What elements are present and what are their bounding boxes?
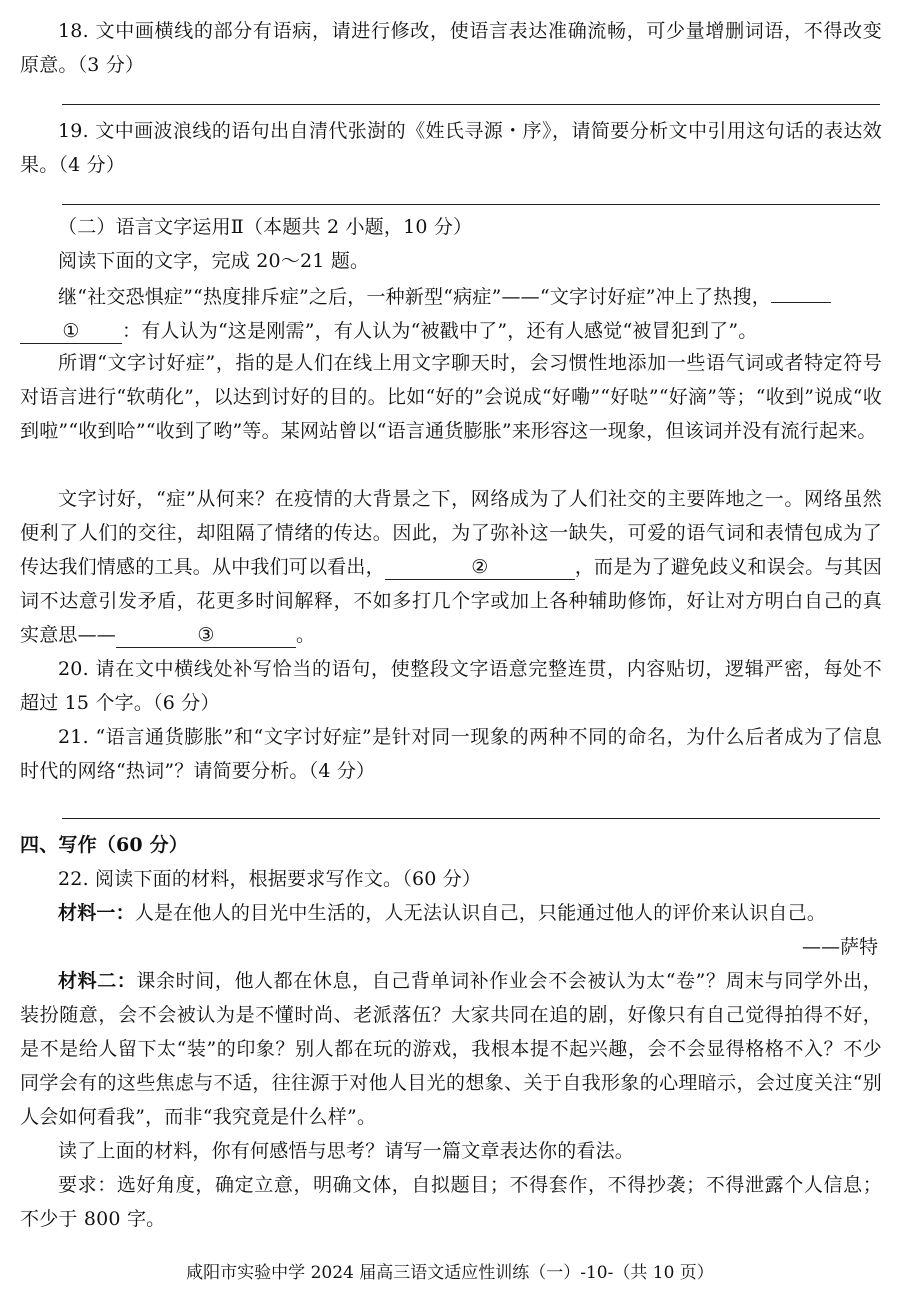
question-19: 19. 文中画波浪线的语句出自清代张澍的《姓氏寻源・序》，请简要分析文中引用这句话的表达效果。（4 分）	[20, 120, 882, 176]
blank-line	[771, 278, 831, 303]
page-footer: 咸阳市实验中学 2024 届高三语文适应性训练（一）-10-（共 10 页）	[186, 1263, 714, 1283]
blank-2: ②	[385, 555, 575, 580]
writing-prompt: 读了上面的材料，你有何感悟与思考？请写一篇文章表达你的看法。	[58, 1140, 635, 1162]
passage-paragraph-2: 所谓“文字讨好症”，指的是人们在线上用文字聊天时，会习惯性地添加一些语气词或者特定符号对语言进行“软萌化”，以达到讨好的目的。比如“好的”会说成“好嘞”“好哒”“好滴”等；“收到”说成“收到啦”“收到哈”“收到了哟”等。某网站曾以“语言通货膨胀”来形容这一现象，但该词并没有流行起来。	[20, 352, 882, 442]
passage-paragraph-1	[20, 278, 882, 348]
section-4-title: 四、写作（60 分）	[20, 834, 189, 856]
material-2	[20, 964, 882, 1134]
answer-line-21	[62, 818, 880, 819]
section-2-title: （二）语言文字运用Ⅱ（本题共 2 小题，10 分）	[58, 216, 473, 238]
question-18: 18. 文中画横线的部分有语病，请进行修改，使语言表达准确流畅，可少量增删词语，不得改变原意。（3 分）	[20, 20, 882, 76]
material-2-label: 材料二：	[58, 970, 137, 992]
passage-p3-a: 文字讨好，“症”从何来？在疫情的大背景之下，网络成为了人们社交的主要阵地之一。网络虽然便利了人们的交往，却阻隔了情绪的传达。因此，为了弥补这一缺失，可爱的语气词和表情包成为了传达我们情感的工具。从中我们可以看出，	[20, 488, 882, 578]
writing-requirements: 要求：选好角度，确定立意，明确文体，自拟题目；不得套作，不得抄袭；不得泄露个人信息；不少于 800 字。	[20, 1174, 882, 1230]
material-1	[20, 896, 882, 930]
passage-paragraph-3	[20, 482, 882, 652]
question-20: 20. 请在文中横线处补写恰当的语句，使整段文字语意完整连贯，内容贴切，逻辑严密，每处不超过 15 个字。（6 分）	[20, 658, 882, 714]
passage-p3-c: 。	[296, 624, 316, 646]
material-1-label: 材料一：	[58, 902, 135, 924]
answer-line-19	[62, 204, 880, 205]
material-1-author: ——萨特	[801, 936, 878, 958]
passage-p1-a: 继“社交恐惧症”“热度排斥症”之后，一种新型“病症”——“文字讨好症”冲上了热搜，	[58, 286, 771, 308]
blank-3: ③	[116, 623, 296, 648]
material-2-text: 课余时间，他人都在休息，自己背单词补作业会不会被认为太“卷”？周末与同学外出，装扮随意，会不会被认为是不懂时尚、老派落伍？大家共同在追的剧，好像只有自己觉得拍得不好，是不是给人留下太“装”的印象？别人都在玩的游戏，我根本提不起兴趣，会不会显得格格不入？不少同学会有的这些焦虑与不适，往往源于对他人目光的想象、关于自我形象的心理暗示，会过度关注“别人会如何看我”，而非“我究竟是什么样”。	[20, 970, 882, 1128]
section-2-instruction: 阅读下面的文字，完成 20～21 题。	[58, 250, 370, 272]
passage-p3-b: ，而是为了避免歧义和误会。与其因词不达意引发矛盾，花更多时间解释，不如多打几个字或加上各种辅助修饰，好让对方明白自己的真实意思——	[20, 556, 883, 646]
blank-1: ①	[20, 319, 122, 344]
answer-line-18	[62, 104, 880, 105]
question-21: 21. “语言通货膨胀”和“文字讨好症”是针对同一现象的两种不同的命名，为什么后者成为了信息时代的网络“热词”？请简要分析。（4 分）	[20, 726, 882, 782]
material-1-text: 人是在他人的目光中生活的，人无法认识自己，只能通过他人的评价来认识自己。	[134, 902, 827, 924]
question-22: 22. 阅读下面的材料，根据要求写作文。（60 分）	[58, 868, 482, 890]
passage-p1-b: ：有人认为“这是刚需”，有人认为“被戳中了”，还有人感觉“被冒犯到了”。	[122, 320, 758, 342]
